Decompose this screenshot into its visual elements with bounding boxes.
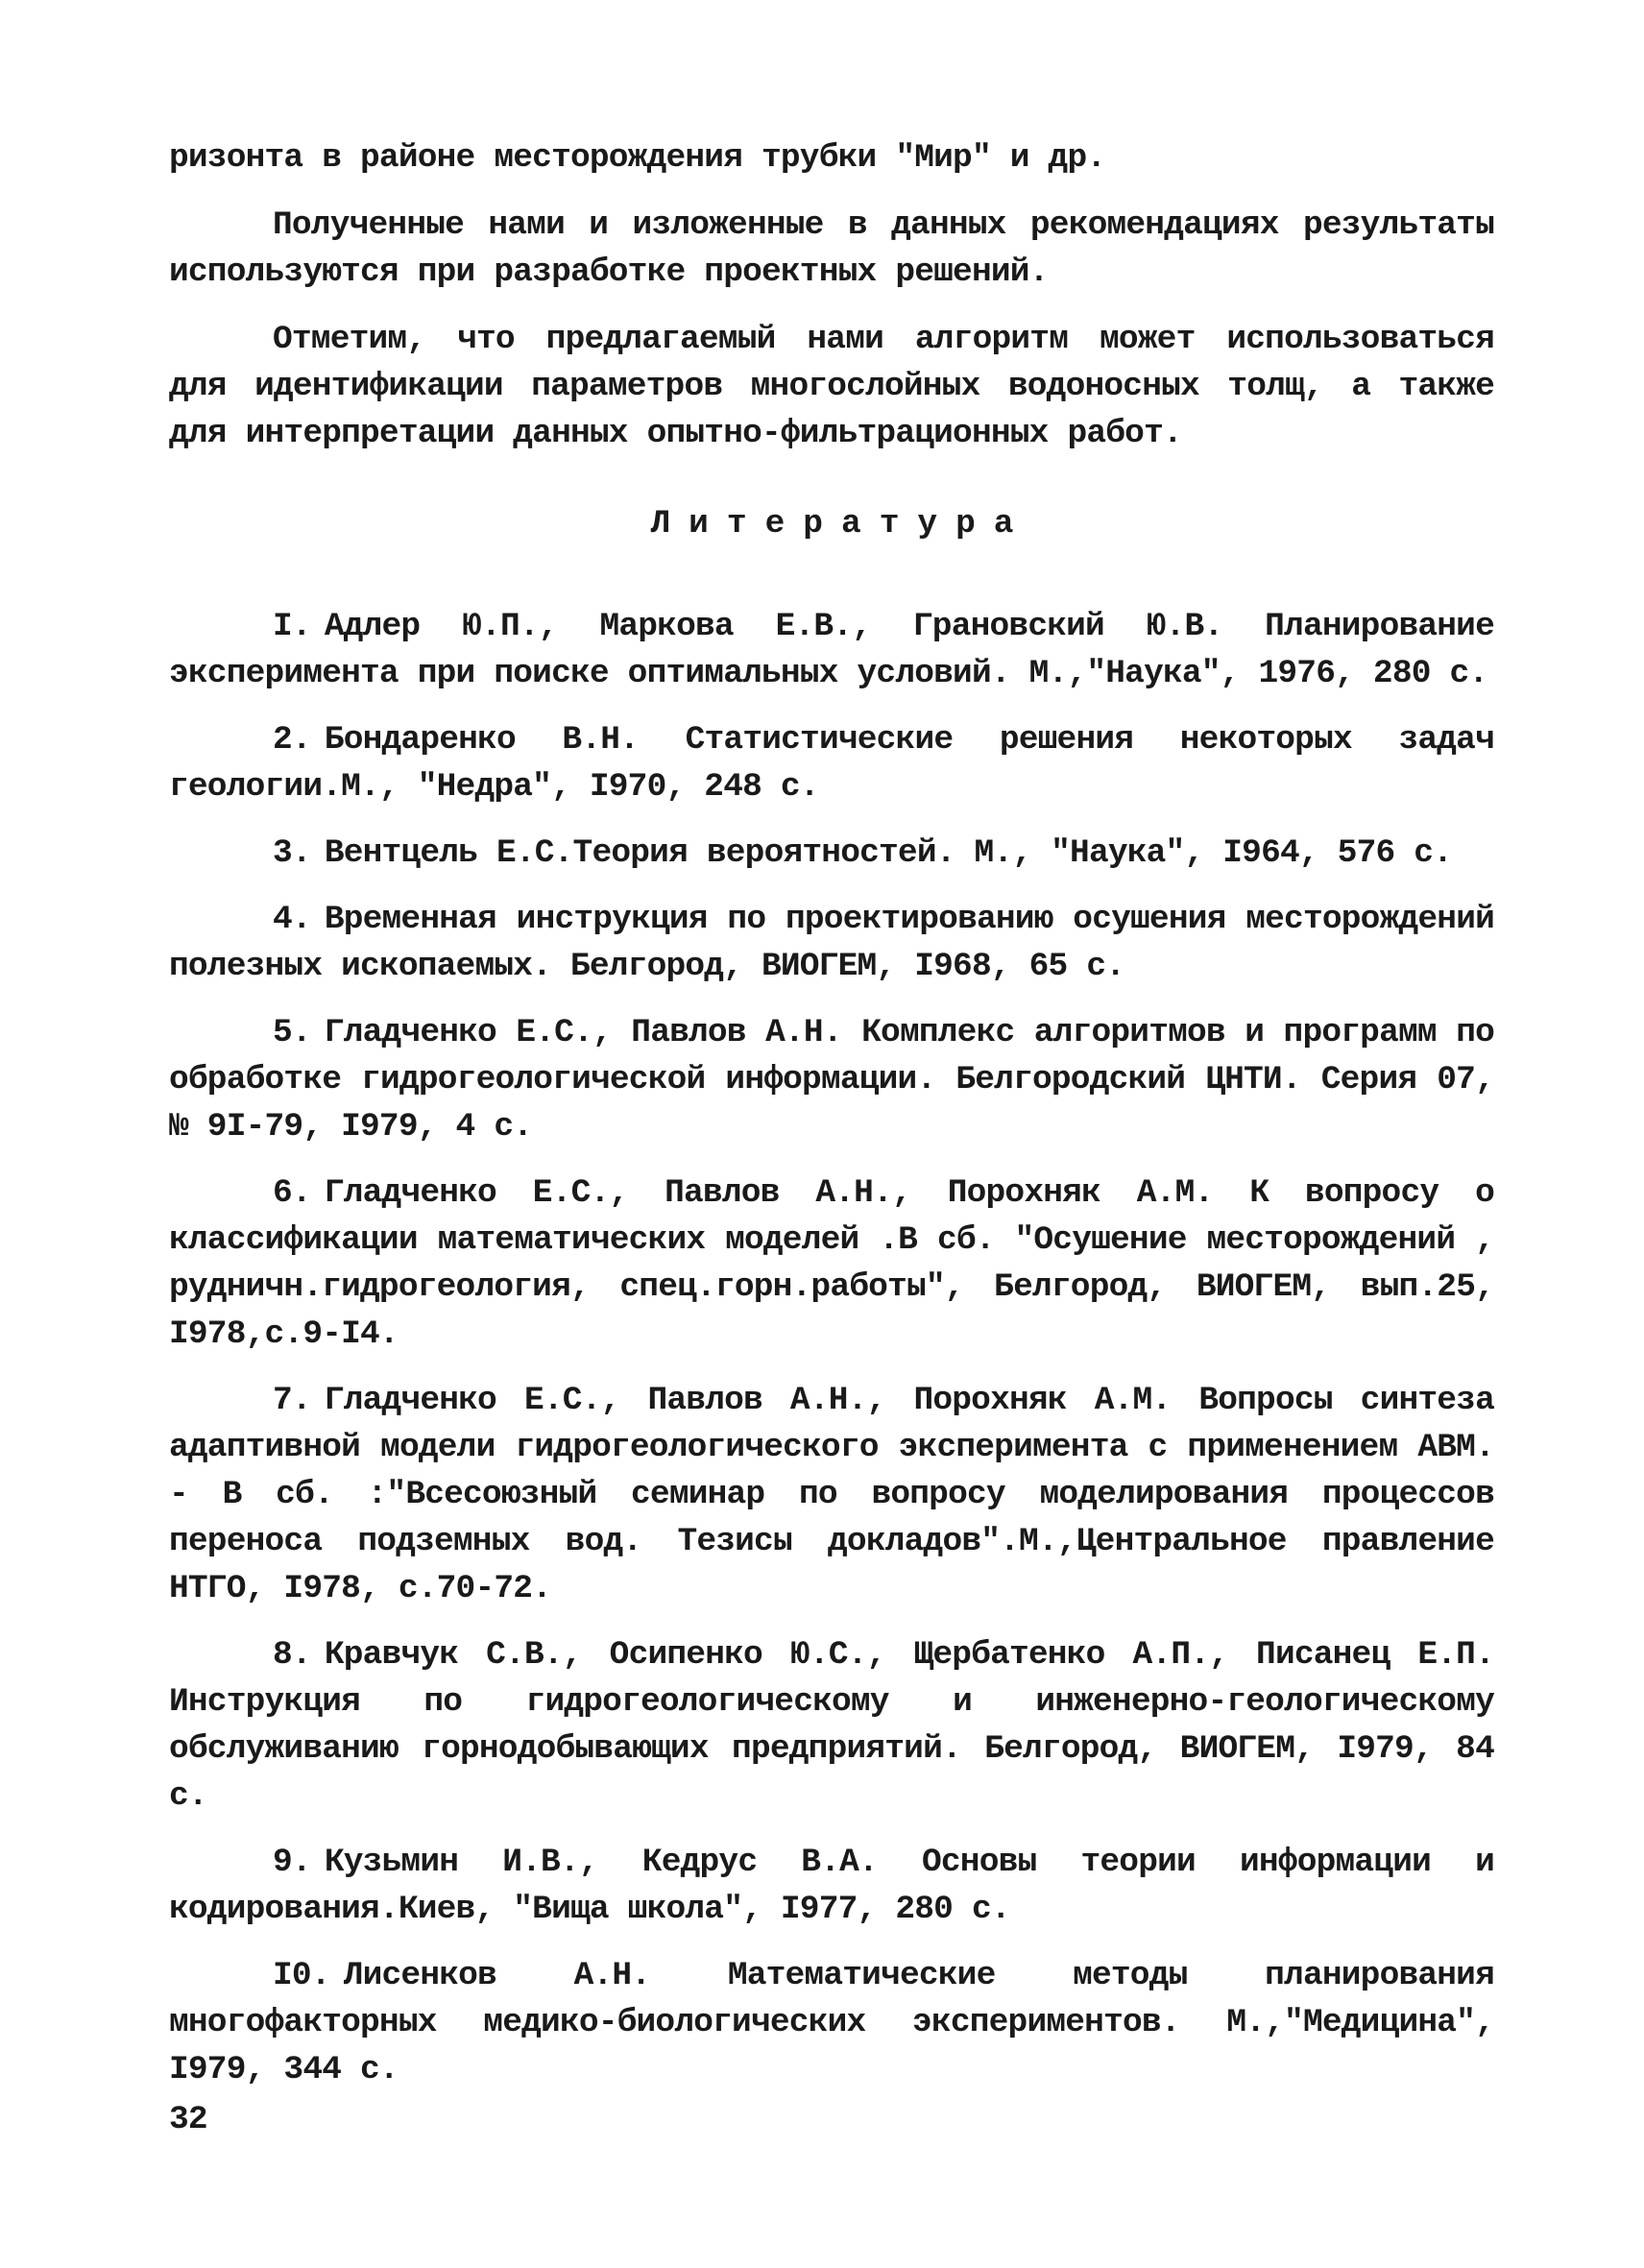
reference-text: Гладченко Е.С., Павлов А.Н. Комплекс алгоритмов и программ по обработке гидрогеологической информации. Белгородский ЦНТИ. Серия 07, № 9I-79, I979, 4 с.: [169, 1014, 1494, 1146]
reference-item: [169, 830, 1494, 877]
reference-text: Адлер Ю.П., Маркова Е.В., Грановский Ю.В. Планирование эксперимента при поиске оптимальных условий. М.,"Наука", 1976, 280 с.: [169, 608, 1494, 692]
page-number: 32: [169, 2101, 207, 2138]
reference-number: 8.: [273, 1636, 311, 1674]
reference-item: [169, 1839, 1494, 1933]
reference-list: [169, 603, 1494, 2093]
reference-number: 2.: [273, 721, 311, 759]
body-paragraph: ризонта в районе месторождения трубки "Мир" и др.: [169, 139, 1106, 177]
reference-number: 5.: [273, 1014, 311, 1051]
reference-item: [169, 1377, 1494, 1612]
reference-number: 6.: [273, 1174, 311, 1212]
reference-number: I.: [273, 608, 311, 645]
reference-text: Кравчук С.В., Осипенко Ю.С., Щербатенко А.П., Писанец Е.П. Инструкция по гидрогеологическому и инженерно-геологическому обслуживанию горнодобывающих предприятий. Белгород, ВИОГЕМ, I979, 84 с.: [169, 1636, 1494, 1815]
reference-item: [169, 1170, 1494, 1358]
reference-text: Вентцель Е.С.Теория вероятностей. М., "Наука", I964, 576 с.: [324, 834, 1453, 872]
reference-item: [169, 1952, 1494, 2093]
reference-text: Гладченко Е.С., Павлов А.Н., Порохняк А.М. К вопросу о классификации математических моделей .В сб. "Осушение месторождений , рудничн.гидрогеология, спец.горн.работы", Белгород, ВИОГЕМ, вып.25, I978,с.9-I4.: [169, 1174, 1494, 1353]
reference-text: Кузьмин И.В., Кедрус В.А. Основы теории информации и кодирования.Киев, "Вища школа", I977, 280 с.: [169, 1844, 1494, 1928]
body-paragraph: Полученные нами и изложенные в данных рекомендациях результаты используются при разработке проектных решений.: [169, 206, 1494, 291]
reference-number: I0.: [273, 1957, 330, 1994]
reference-number: 9.: [273, 1844, 311, 1881]
reference-item: [169, 716, 1494, 810]
reference-item: [169, 896, 1494, 990]
reference-item: [169, 603, 1494, 697]
body-paragraph: Отметим, что предлагаемый нами алгоритм может использоваться для идентификации параметров многослойных водоносных толщ, а также для интерпретации данных опытно-фильтрационных работ.: [169, 321, 1494, 452]
reference-number: 7.: [273, 1382, 311, 1419]
reference-number: 3.: [273, 834, 311, 872]
reference-text: Бондаренко В.Н. Статистические решения некоторых задач геологии.М., "Недра", I970, 248 с.: [169, 721, 1494, 806]
reference-text: Временная инструкция по проектированию осушения месторождений полезных ископаемых. Белгород, ВИОГЕМ, I968, 65 с.: [169, 901, 1494, 985]
references-heading: Литература: [650, 505, 1032, 543]
reference-item: [169, 1009, 1494, 1150]
reference-number: 4.: [273, 901, 311, 938]
reference-item: [169, 1631, 1494, 1820]
reference-text: Гладченко Е.С., Павлов А.Н., Порохняк А.М. Вопросы синтеза адаптивной модели гидрогеологического эксперимента с применением АВМ. - В сб. :"Всесоюзный семинар по вопросу моделирования процессов переноса подземных вод. Тезисы докладов".М.,Центральное правление НТГО, I978, с.70-72.: [169, 1382, 1494, 1607]
reference-text: Лисенков А.Н. Математические методы планирования многофакторных медико-биологических экспериментов. М.,"Медицина", I979, 344 с.: [169, 1957, 1494, 2088]
document-page: [169, 134, 1494, 2112]
